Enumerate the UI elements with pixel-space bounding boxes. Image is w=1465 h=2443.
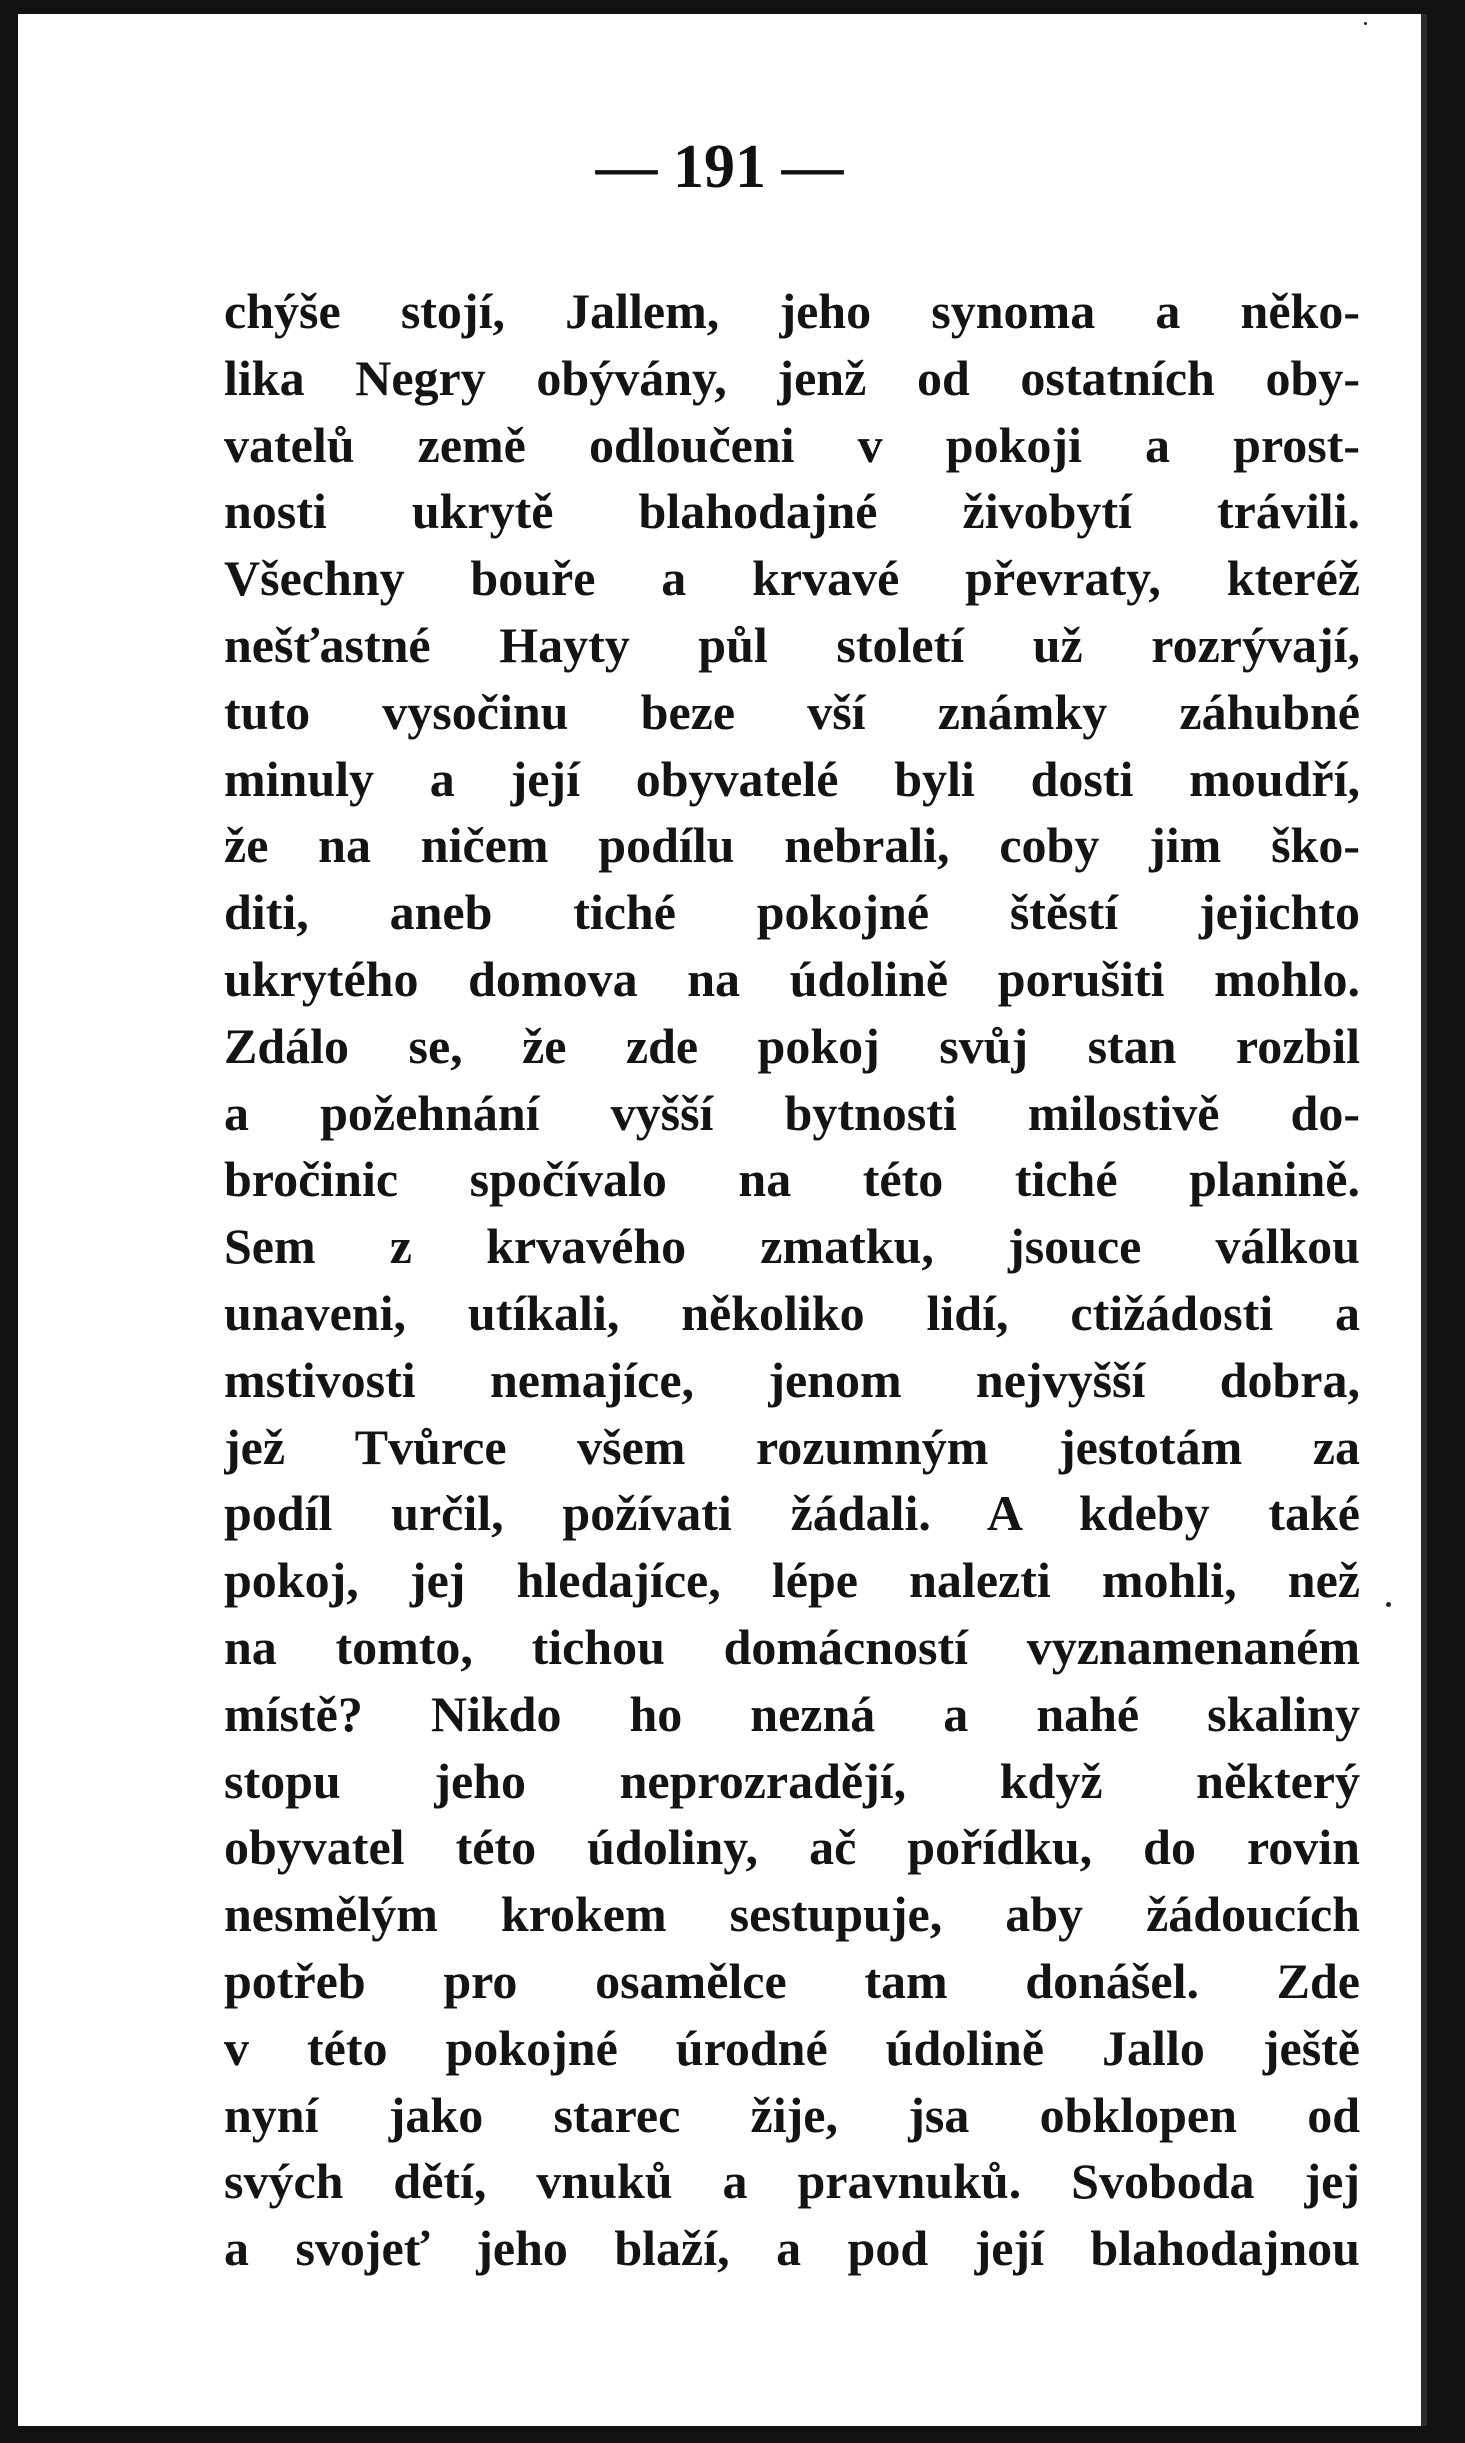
text-line: stopu jeho neprozradějí, když některý [224, 1752, 1360, 1809]
text-line: na tomto, tichou domácností vyznamenaném [224, 1618, 1360, 1675]
text-line: nyní jako starec žije, jsa obklopen od [224, 2086, 1360, 2143]
text-line: diti, aneb tiché pokojné štěstí jejichto [224, 884, 1360, 941]
text-line: minuly a její obyvatelé byli dosti moudří, [224, 750, 1360, 807]
text-line: mstivosti nemajíce, jenom nejvyšší dobra, [224, 1351, 1360, 1408]
text-line: pokoj, jej hledajíce, lépe nalezti mohli, než [224, 1552, 1360, 1609]
page-number: — 191 — [595, 133, 844, 201]
text-line: unaveni, utíkali, několiko lidí, ctižádosti a [224, 1284, 1360, 1341]
print-speck [1386, 1602, 1391, 1607]
text-line: vatelů země odloučeni v pokoji a prost- [224, 416, 1360, 473]
text-line: a svojeť jeho blaží, a pod její blahodajnou [224, 2220, 1360, 2277]
body-text [224, 278, 1360, 2282]
text-line: Všechny bouře a krvavé převraty, kteréž [224, 550, 1360, 607]
text-line: chýše stojí, Jallem, jeho synoma a něko- [224, 283, 1360, 339]
print-speck [1364, 22, 1367, 25]
book-page [18, 14, 1427, 2426]
text-line: potřeb pro osamělce tam donášel. Zde [224, 1952, 1360, 2009]
text-line: svých dětí, vnuků a pravnuků. Svoboda jej [224, 2153, 1360, 2210]
text-line: nosti ukrytě blahodajné živobytí trávili. [224, 483, 1360, 540]
text-line: bročinic spočívalo na této tiché planině. [224, 1151, 1360, 1208]
text-line: nesmělým krokem sestupuje, aby žádoucích [224, 1886, 1360, 1943]
text-line: lika Negry obývány, jenž od ostatních oby- [224, 349, 1360, 406]
text-line: tuto vysočinu beze vší známky záhubné [224, 683, 1360, 740]
text-line: místě? Nikdo ho nezná a nahé skaliny [224, 1685, 1360, 1742]
text-line: Sem z krvavého zmatku, jsouce válkou [224, 1218, 1360, 1275]
text-line: obyvatel této údoliny, ač pořídku, do rovin [224, 1819, 1360, 1876]
text-line: v této pokojné úrodné údolině Jallo ještě [224, 2019, 1360, 2076]
text-line: jež Tvůrce všem rozumným jestotám za [224, 1418, 1360, 1475]
text-line: podíl určil, požívati žádali. A kdeby také [224, 1485, 1360, 1542]
text-line: Zdálo se, že zde pokoj svůj stan rozbil [224, 1017, 1360, 1074]
text-line: že na ničem podílu nebrali, coby jim ško- [224, 817, 1360, 874]
text-line: a požehnání vyšší bytnosti milostivě do- [224, 1084, 1360, 1141]
text-line: ukrytého domova na údolině porušiti mohlo. [224, 950, 1360, 1007]
text-line: nešťastné Hayty půl století už rozrývají, [224, 616, 1360, 673]
